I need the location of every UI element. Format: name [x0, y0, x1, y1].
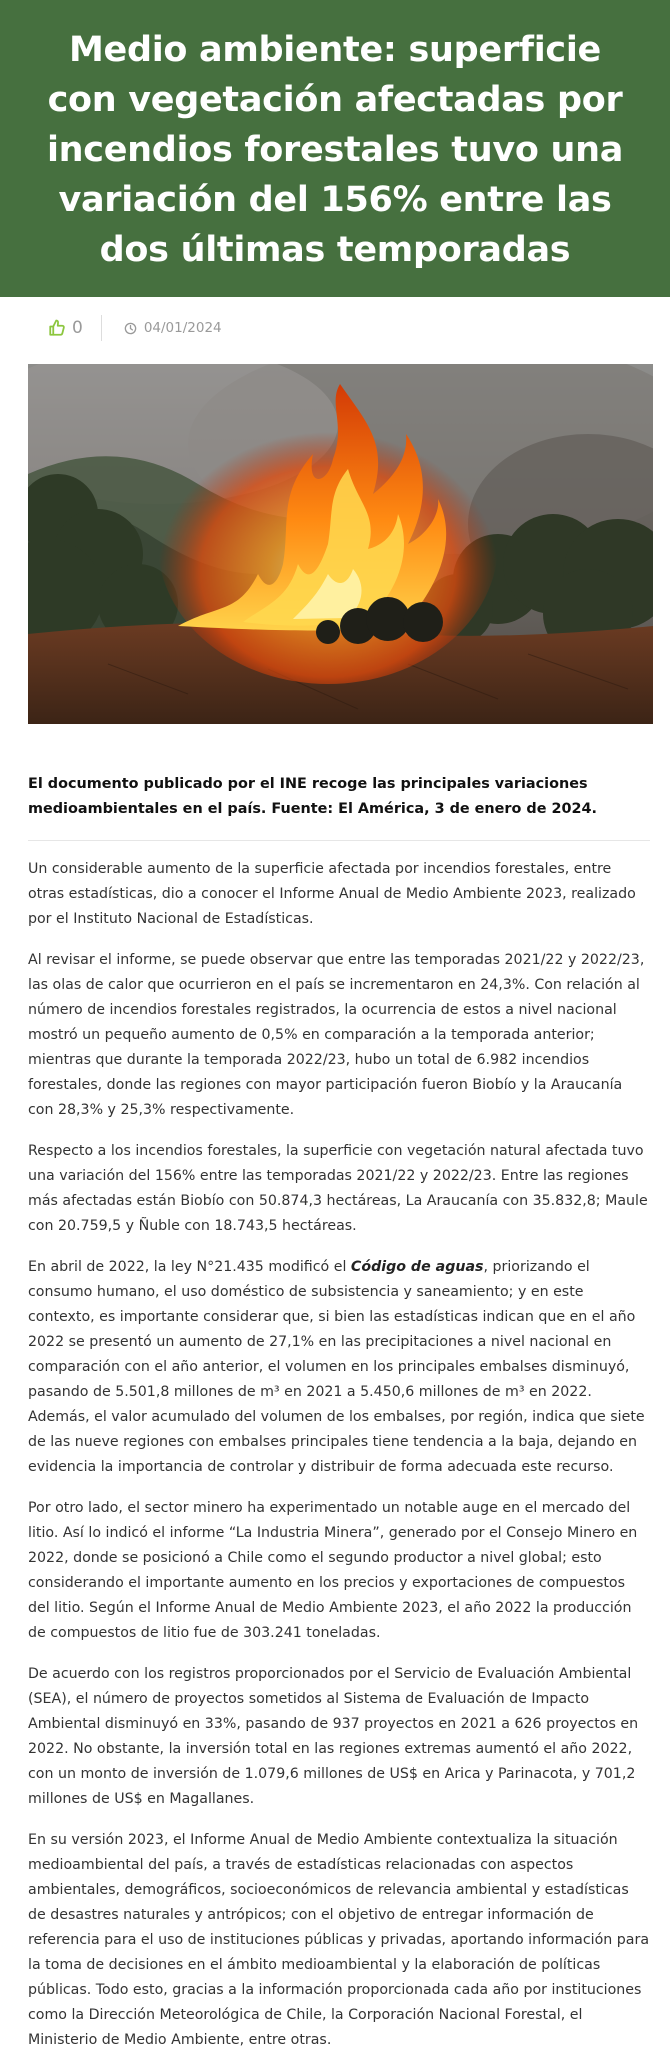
like-count: 0 — [72, 318, 83, 338]
paragraph: Al revisar el informe, se puede observar que entre las temporadas 2021/22 y 2022/23, las olas de calor que ocurrieron en el país se incrementaron en 24,3%. Con relación al número de incendios forestales registrados, la ocurrencia de estos a nivel nacional mostró un pequeño aumento de 0,5% en comparación a la temporada anterior; mientras que durante la temporada 2022/23, hubo un total de 6.982 incendios forestales, donde las regiones con mayor participación fueron Biobío y la Araucanía con 28,3% y 25,3% respectivamente. — [28, 952, 645, 1118]
paragraph: De acuerdo con los registros proporcionados por el Servicio de Evaluación Ambiental (SEA), el número de proyectos sometidos al Sistema de Evaluación de Impacto Ambiental disminuyó en 33%, pasando de 937 proyectos en 2021 a 626 proyectos en 2022. No obstante, la inversión total en las regiones extremas aumentó el año 2022, con un monto de inversión de 1.079,6 millones de US$ en Arica y Parinacota, y 701,2 millones de US$ en Magallanes. — [28, 1666, 639, 1807]
paragraph: Respecto a los incendios forestales, la superficie con vegetación natural afectada tuvo una variación del 156% entre las temporadas 2021/22 y 2022/23. Entre las regiones más afectadas están Biobío con 50.874,3 hectáreas, La Araucanía con 35.832,8; Maule con 20.759,5 y Ñuble con 18.743,5 hectáreas. — [28, 1143, 648, 1234]
article-body — [28, 772, 650, 2069]
paragraph: Por otro lado, el sector minero ha experimentado un notable auge en el mercado del litio. Así lo indicó el informe “La Industria Minera”, generado por el Consejo Minero en 2022, donde se posicionó a Chile como el segundo productor a nivel global; esto considerando el importante aumento en los precios y exportaciones de compuestos del litio. Según el Informe Anual de Medio Ambiente 2023, el año 2022 la producción de compuestos de litio fue de 303.241 toneladas. — [28, 1500, 638, 1641]
paragraph-text: En abril de 2022, la ley N°21.435 modificó el — [28, 1259, 351, 1275]
meta-divider — [101, 315, 102, 341]
article-title: Medio ambiente: superficie con vegetación afectadas por incendios forestales tuvo una variación del 156% entre las dos últimas temporadas — [46, 29, 624, 270]
like-button[interactable] — [48, 318, 83, 338]
paragraph-codigo-aguas — [28, 1255, 650, 1480]
publish-date — [124, 320, 222, 336]
paragraph: En su versión 2023, el Informe Anual de Medio Ambiente contextualiza la situación medioambiental del país, a través de estadísticas relacionadas con aspectos ambientales, demográficos, socioeconómicos de relevancia ambiental y estadísticas de desastres naturales y antrópicos; con el objetivo de entregar información de referencia para el uso de instituciones públicas y privadas, aportando información para la toma de decisiones en el ámbito medioambiental y la elaboración de políticas públicas. Todo esto, gracias a la información proporcionada cada año por instituciones como la Dirección Meteorológica de Chile, la Corporación Nacional Forestal, el Ministerio de Medio Ambiente, entre otras. — [28, 1832, 650, 2048]
article-image — [28, 364, 653, 724]
thumbs-up-icon — [48, 319, 66, 337]
wildfire-photo — [28, 364, 653, 724]
article-meta — [0, 303, 670, 353]
paragraph: Un considerable aumento de la superficie afectada por incendios forestales, entre otras estadísticas, dio a conocer el Informe Anual de Medio Ambiente 2023, realizado por el Instituto Nacional de Estadísticas. — [28, 861, 636, 927]
publish-date-text: 04/01/2024 — [143, 320, 222, 336]
clock-icon — [124, 322, 137, 335]
article-header — [0, 0, 670, 297]
paragraph-text: , priorizando el consumo humano, el uso doméstico de subsistencia y saneamiento; y en este contexto, es importante considerar que, si bien las estadísticas indican que en el año 2022 se presentó un aumento de 27,1% en las precipitaciones a nivel nacional en comparación con el año anterior, el volumen en los principales embalses disminuyó, pasando de 5.501,8 millones de m³ en 2021 a 5.450,6 millones de m³ en 2022. Además, el valor acumulado del volumen de los embalses, por región, indica que siete de las nueve regiones con embalses principales tiene tendencia a la baja, dejando en evidencia la importancia de controlar y distribuir de forma adecuada este recurso. — [28, 1259, 645, 1475]
codigo-aguas-emphasis: Código de aguas — [350, 1259, 484, 1275]
article-lead: El documento publicado por el INE recoge las principales variaciones medioambientales en el país. Fuente: El América, 3 de enero de 2024. — [28, 772, 650, 841]
